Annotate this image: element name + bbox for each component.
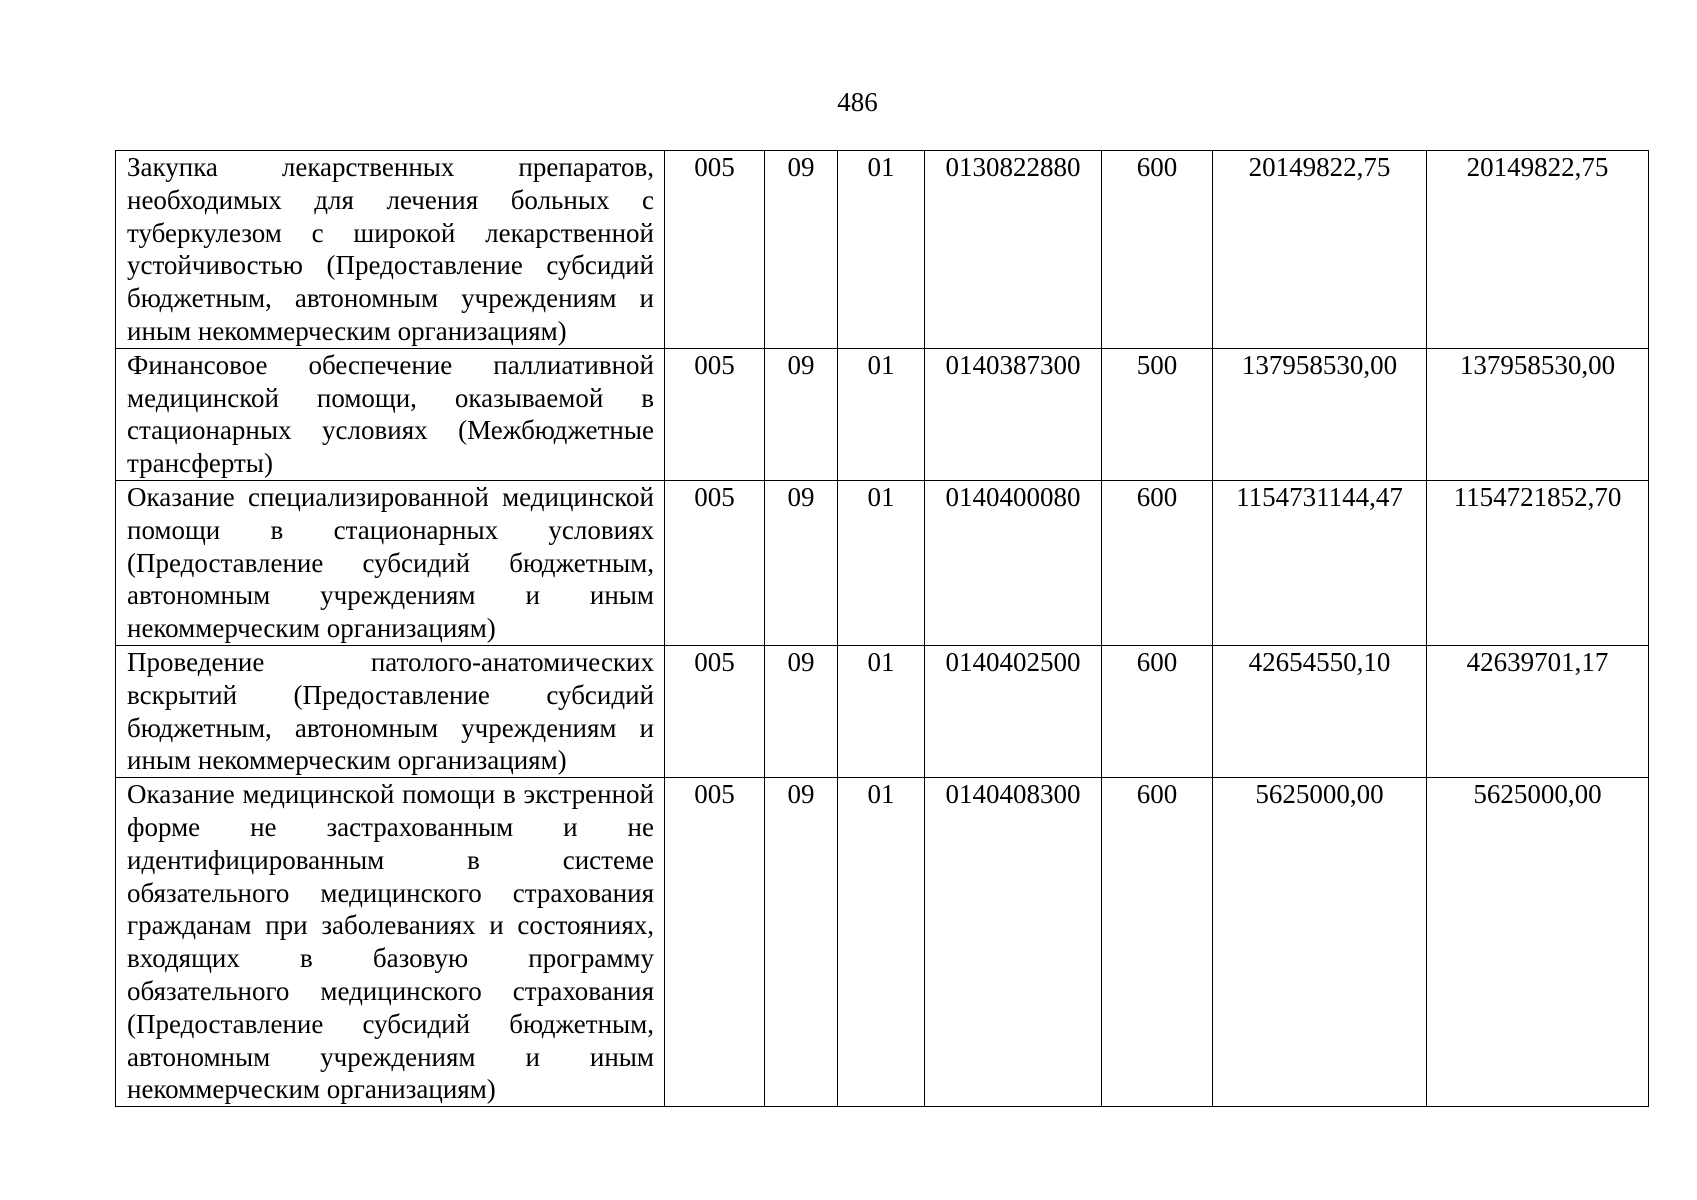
amount-approved: 5625000,00 [1213,778,1427,1107]
ministry-code: 005 [665,151,765,349]
target-article-code: 0130822880 [925,151,1102,349]
section-code: 09 [765,480,838,645]
table-row [116,778,1649,1107]
row-description: Проведение патолого-анатомических вскрытий (Предоставление субсидий бюджетным, автономным учреждениям и иным некоммерческим организациям) [116,645,665,777]
subsection-code: 01 [838,645,925,777]
expense-type-code: 500 [1102,348,1213,480]
subsection-code: 01 [838,348,925,480]
row-description: Оказание медицинской помощи в экстренной форме не застрахованным и не идентифицированным в системе обязательного медицинского страхования гражданам при заболеваниях и состояниях, входящих в базовую программу обязательного медицинского страхования (Предоставление субсидий бюджетным, автономным учреждениям и иным некоммерческим организациям) [116,778,665,1107]
table-row [116,645,1649,777]
row-description: Финансовое обеспечение паллиативной медицинской помощи, оказываемой в стационарных условиях (Межбюджетные трансферты) [116,348,665,480]
section-code: 09 [765,645,838,777]
section-code: 09 [765,778,838,1107]
expense-type-code: 600 [1102,645,1213,777]
row-description: Закупка лекарственных препаратов, необходимых для лечения больных с туберкулезом с широкой лекарственной устойчивостью (Предоставление субсидий бюджетным, автономным учреждениям и иным некоммерческим организациям) [116,151,665,349]
amount-approved: 1154731144,47 [1213,480,1427,645]
row-description: Оказание специализированной медицинской помощи в стационарных условиях (Предоставление субсидий бюджетным, автономным учреждениям и иным некоммерческим организациям) [116,480,665,645]
table-row [116,480,1649,645]
subsection-code: 01 [838,480,925,645]
amount-approved: 42654550,10 [1213,645,1427,777]
subsection-code: 01 [838,151,925,349]
subsection-code: 01 [838,778,925,1107]
ministry-code: 005 [665,645,765,777]
amount-approved: 137958530,00 [1213,348,1427,480]
amount-executed: 137958530,00 [1427,348,1649,480]
amount-executed: 5625000,00 [1427,778,1649,1107]
target-article-code: 0140387300 [925,348,1102,480]
section-code: 09 [765,151,838,349]
amount-executed: 1154721852,70 [1427,480,1649,645]
ministry-code: 005 [665,480,765,645]
amount-executed: 42639701,17 [1427,645,1649,777]
budget-table [115,150,1649,1107]
ministry-code: 005 [665,778,765,1107]
expense-type-code: 600 [1102,778,1213,1107]
amount-executed: 20149822,75 [1427,151,1649,349]
expense-type-code: 600 [1102,151,1213,349]
target-article-code: 0140402500 [925,645,1102,777]
page-number: 486 [837,87,878,117]
table-row [116,151,1649,349]
expense-type-code: 600 [1102,480,1213,645]
amount-approved: 20149822,75 [1213,151,1427,349]
table-row [116,348,1649,480]
target-article-code: 0140408300 [925,778,1102,1107]
ministry-code: 005 [665,348,765,480]
target-article-code: 0140400080 [925,480,1102,645]
section-code: 09 [765,348,838,480]
